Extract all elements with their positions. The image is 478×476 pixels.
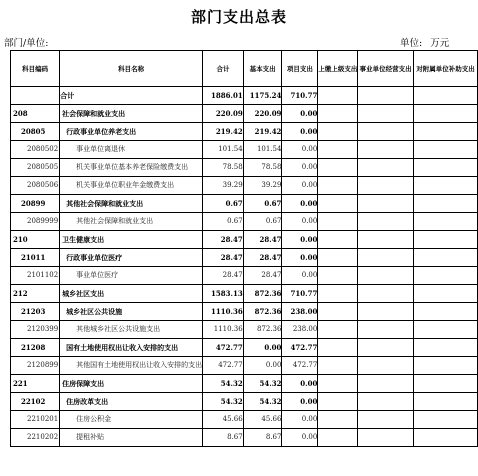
row-code: 2120399 bbox=[11, 321, 60, 339]
unit-label: 单位: bbox=[400, 38, 423, 49]
row-subsidy bbox=[413, 159, 477, 177]
row-upper bbox=[318, 159, 358, 177]
row-name: 机关事业单位基本养老保险缴费支出 bbox=[60, 159, 203, 177]
header-subsidy: 对附属单位补助支出 bbox=[413, 51, 477, 87]
row-project: 0.00 bbox=[282, 267, 318, 285]
table-row bbox=[11, 393, 478, 411]
table-row bbox=[11, 411, 478, 429]
row-upper bbox=[318, 303, 358, 321]
row-basic: 872.36 bbox=[243, 321, 282, 339]
row-business bbox=[358, 87, 414, 105]
row-upper bbox=[318, 375, 358, 393]
row-project: 0.00 bbox=[282, 159, 318, 177]
row-name: 事业单位医疗 bbox=[60, 267, 203, 285]
row-basic: 78.58 bbox=[243, 159, 282, 177]
row-code: 212 bbox=[11, 285, 60, 303]
row-name: 城乡社区支出 bbox=[60, 285, 203, 303]
row-business bbox=[358, 159, 414, 177]
row-upper bbox=[318, 267, 358, 285]
row-project: 472.77 bbox=[282, 339, 318, 357]
table-row bbox=[11, 105, 478, 123]
row-project: 0.00 bbox=[282, 375, 318, 393]
table-row bbox=[11, 159, 478, 177]
table-row bbox=[11, 87, 478, 105]
row-basic: 101.54 bbox=[243, 141, 282, 159]
table-row bbox=[11, 249, 478, 267]
row-basic: 872.36 bbox=[243, 285, 282, 303]
row-business bbox=[358, 285, 414, 303]
row-upper bbox=[318, 141, 358, 159]
row-code: 210 bbox=[11, 231, 60, 249]
row-name: 事业单位离退休 bbox=[60, 141, 203, 159]
row-total: 1110.36 bbox=[203, 321, 244, 339]
row-code: 21208 bbox=[11, 339, 60, 357]
row-business bbox=[358, 231, 414, 249]
row-upper bbox=[318, 87, 358, 105]
row-business bbox=[358, 411, 414, 429]
row-business bbox=[358, 123, 414, 141]
row-project: 0.00 bbox=[282, 105, 318, 123]
row-code: 2080502 bbox=[11, 141, 60, 159]
row-basic: 39.29 bbox=[243, 177, 282, 195]
table-row bbox=[11, 195, 478, 213]
row-code bbox=[11, 87, 60, 105]
row-subsidy bbox=[413, 411, 477, 429]
table-row bbox=[11, 141, 478, 159]
row-upper bbox=[318, 213, 358, 231]
row-name: 住房改革支出 bbox=[60, 393, 203, 411]
row-upper bbox=[318, 195, 358, 213]
table-row bbox=[11, 213, 478, 231]
row-total: 28.47 bbox=[203, 267, 244, 285]
row-business bbox=[358, 195, 414, 213]
expenditure-table bbox=[10, 50, 478, 447]
row-total: 54.32 bbox=[203, 393, 244, 411]
row-code: 2080506 bbox=[11, 177, 60, 195]
row-name: 行政事业单位养老支出 bbox=[60, 123, 203, 141]
table-header-row bbox=[11, 51, 478, 87]
row-code: 2080505 bbox=[11, 159, 60, 177]
row-name: 住房保障支出 bbox=[60, 375, 203, 393]
department-label: 部门/单位: bbox=[4, 38, 49, 49]
unit-value: 万元 bbox=[430, 38, 450, 49]
row-project: 0.00 bbox=[282, 411, 318, 429]
row-upper bbox=[318, 393, 358, 411]
row-total: 28.47 bbox=[203, 231, 244, 249]
row-project: 0.00 bbox=[282, 123, 318, 141]
row-project: 238.00 bbox=[282, 321, 318, 339]
row-upper bbox=[318, 249, 358, 267]
row-code: 21203 bbox=[11, 303, 60, 321]
table-row bbox=[11, 339, 478, 357]
header-project: 项目支出 bbox=[282, 51, 318, 87]
row-name: 提租补贴 bbox=[60, 429, 203, 447]
row-business bbox=[358, 177, 414, 195]
row-upper bbox=[318, 177, 358, 195]
row-code: 22102 bbox=[11, 393, 60, 411]
row-code: 20899 bbox=[11, 195, 60, 213]
row-project: 710.77 bbox=[282, 285, 318, 303]
row-total: 472.77 bbox=[203, 357, 244, 375]
row-total: 220.09 bbox=[203, 105, 244, 123]
row-name: 国有土地使用权出让收入安排的支出 bbox=[60, 339, 203, 357]
row-code: 208 bbox=[11, 105, 60, 123]
row-project: 238.00 bbox=[282, 303, 318, 321]
row-total: 0.67 bbox=[203, 213, 244, 231]
row-upper bbox=[318, 231, 358, 249]
row-project: 710.77 bbox=[282, 87, 318, 105]
row-basic: 1175.24 bbox=[243, 87, 282, 105]
row-name: 卫生健康支出 bbox=[60, 231, 203, 249]
row-basic: 0.00 bbox=[243, 357, 282, 375]
row-total: 78.58 bbox=[203, 159, 244, 177]
row-total: 0.67 bbox=[203, 195, 244, 213]
row-total: 472.77 bbox=[203, 339, 244, 357]
row-basic: 28.47 bbox=[243, 249, 282, 267]
table-row bbox=[11, 231, 478, 249]
row-basic: 54.32 bbox=[243, 375, 282, 393]
row-project: 0.00 bbox=[282, 195, 318, 213]
unit-info bbox=[400, 35, 449, 49]
row-subsidy bbox=[413, 249, 477, 267]
row-total: 219.42 bbox=[203, 123, 244, 141]
row-business bbox=[358, 213, 414, 231]
row-basic: 220.09 bbox=[243, 105, 282, 123]
row-business bbox=[358, 393, 414, 411]
row-name: 合计 bbox=[60, 87, 203, 105]
table-row bbox=[11, 429, 478, 447]
row-subsidy bbox=[413, 195, 477, 213]
row-name: 社会保障和就业支出 bbox=[60, 105, 203, 123]
row-subsidy bbox=[413, 87, 477, 105]
row-business bbox=[358, 267, 414, 285]
row-total: 8.67 bbox=[203, 429, 244, 447]
table-row bbox=[11, 267, 478, 285]
row-total: 1886.01 bbox=[203, 87, 244, 105]
row-basic: 28.47 bbox=[243, 267, 282, 285]
row-basic: 872.36 bbox=[243, 303, 282, 321]
row-business bbox=[358, 375, 414, 393]
row-subsidy bbox=[413, 213, 477, 231]
row-business bbox=[358, 321, 414, 339]
row-project: 0.00 bbox=[282, 213, 318, 231]
row-project: 0.00 bbox=[282, 249, 318, 267]
row-upper bbox=[318, 285, 358, 303]
header-total: 合计 bbox=[203, 51, 244, 87]
row-name: 其他城乡社区公共设施支出 bbox=[60, 321, 203, 339]
table-row bbox=[11, 357, 478, 375]
row-subsidy bbox=[413, 105, 477, 123]
row-total: 1110.36 bbox=[203, 303, 244, 321]
row-name: 行政事业单位医疗 bbox=[60, 249, 203, 267]
row-subsidy bbox=[413, 123, 477, 141]
header-upper: 上缴上级支出 bbox=[318, 51, 358, 87]
row-business bbox=[358, 303, 414, 321]
row-total: 54.32 bbox=[203, 375, 244, 393]
row-code: 221 bbox=[11, 375, 60, 393]
row-project: 0.00 bbox=[282, 393, 318, 411]
row-upper bbox=[318, 321, 358, 339]
row-code: 20805 bbox=[11, 123, 60, 141]
row-upper bbox=[318, 339, 358, 357]
row-subsidy bbox=[413, 357, 477, 375]
header-code: 科目编码 bbox=[11, 51, 60, 87]
row-basic: 0.67 bbox=[243, 213, 282, 231]
row-business bbox=[358, 105, 414, 123]
row-basic: 8.67 bbox=[243, 429, 282, 447]
row-subsidy bbox=[413, 321, 477, 339]
row-subsidy bbox=[413, 393, 477, 411]
row-code: 2210201 bbox=[11, 411, 60, 429]
row-subsidy bbox=[413, 429, 477, 447]
row-basic: 54.32 bbox=[243, 393, 282, 411]
row-code: 2210202 bbox=[11, 429, 60, 447]
row-name: 住房公积金 bbox=[60, 411, 203, 429]
row-subsidy bbox=[413, 177, 477, 195]
table-row bbox=[11, 321, 478, 339]
page-title: 部门支出总表 bbox=[190, 8, 287, 26]
header-business: 事业单位经营支出 bbox=[358, 51, 414, 87]
row-upper bbox=[318, 105, 358, 123]
header-basic: 基本支出 bbox=[243, 51, 282, 87]
row-upper bbox=[318, 429, 358, 447]
row-upper bbox=[318, 411, 358, 429]
row-business bbox=[358, 357, 414, 375]
row-name: 城乡社区公共设施 bbox=[60, 303, 203, 321]
row-project: 0.00 bbox=[282, 429, 318, 447]
row-total: 1583.13 bbox=[203, 285, 244, 303]
row-name: 其他社会保障和就业支出 bbox=[60, 213, 203, 231]
row-basic: 0.67 bbox=[243, 195, 282, 213]
row-name: 机关事业单位职业年金缴费支出 bbox=[60, 177, 203, 195]
row-code: 21011 bbox=[11, 249, 60, 267]
row-upper bbox=[318, 357, 358, 375]
row-code: 2120899 bbox=[11, 357, 60, 375]
row-business bbox=[358, 141, 414, 159]
row-code: 2101102 bbox=[11, 267, 60, 285]
row-project: 0.00 bbox=[282, 231, 318, 249]
row-business bbox=[358, 249, 414, 267]
table-row bbox=[11, 303, 478, 321]
header-name: 科目名称 bbox=[60, 51, 203, 87]
row-project: 472.77 bbox=[282, 357, 318, 375]
row-project: 0.00 bbox=[282, 177, 318, 195]
row-subsidy bbox=[413, 285, 477, 303]
row-subsidy bbox=[413, 339, 477, 357]
row-basic: 28.47 bbox=[243, 231, 282, 249]
row-code: 2089999 bbox=[11, 213, 60, 231]
row-subsidy bbox=[413, 375, 477, 393]
row-upper bbox=[318, 123, 358, 141]
row-subsidy bbox=[413, 141, 477, 159]
row-business bbox=[358, 339, 414, 357]
row-subsidy bbox=[413, 231, 477, 249]
row-subsidy bbox=[413, 303, 477, 321]
row-project: 0.00 bbox=[282, 141, 318, 159]
row-name: 其他国有土地使用权出让收入安排的支出 bbox=[60, 357, 203, 375]
row-business bbox=[358, 429, 414, 447]
row-basic: 45.66 bbox=[243, 411, 282, 429]
table-row bbox=[11, 123, 478, 141]
row-total: 101.54 bbox=[203, 141, 244, 159]
row-name: 其他社会保障和就业支出 bbox=[60, 195, 203, 213]
row-subsidy bbox=[413, 267, 477, 285]
table-row bbox=[11, 177, 478, 195]
row-total: 39.29 bbox=[203, 177, 244, 195]
row-total: 28.47 bbox=[203, 249, 244, 267]
row-basic: 0.00 bbox=[243, 339, 282, 357]
table-row bbox=[11, 375, 478, 393]
row-total: 45.66 bbox=[203, 411, 244, 429]
row-basic: 219.42 bbox=[243, 123, 282, 141]
table-row bbox=[11, 285, 478, 303]
